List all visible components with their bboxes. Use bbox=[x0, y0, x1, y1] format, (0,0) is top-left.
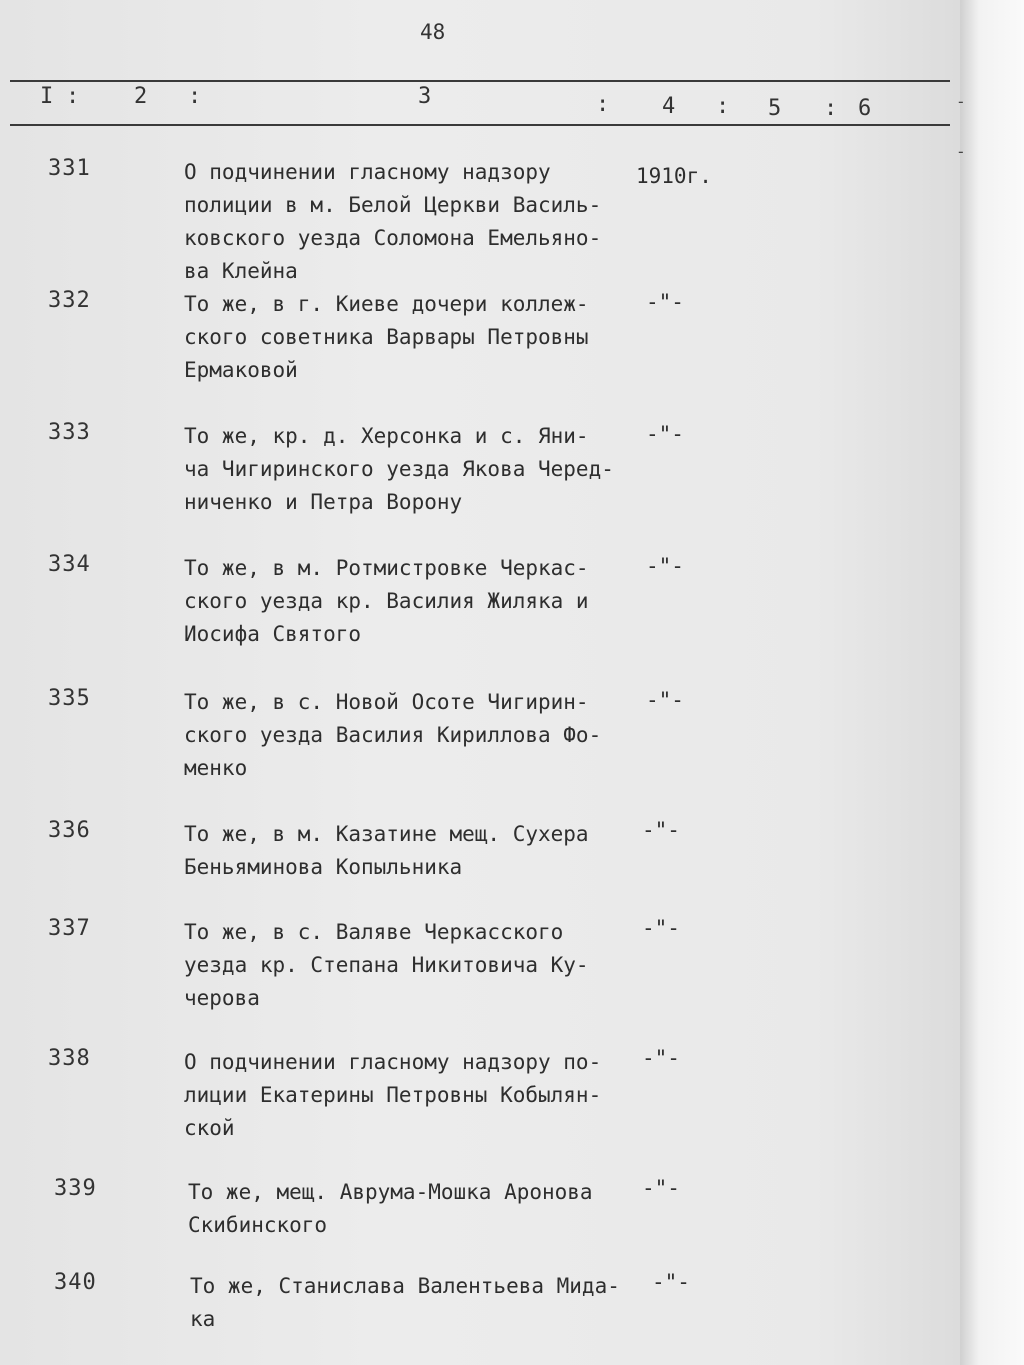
column-separator: : bbox=[716, 94, 730, 119]
column-header-5: 5 bbox=[768, 96, 782, 121]
entry-number: 331 bbox=[48, 156, 91, 181]
column-separator: : bbox=[188, 84, 202, 109]
entry-title: То же, в с. Валяве Черкасского уезда кр. Степана Никитовича Ку- черова bbox=[184, 920, 589, 1010]
entry-number: 338 bbox=[48, 1046, 91, 1071]
entry-title: О подчинении гласному надзору по- лиции Екатерины Петровны Кобылян- ской bbox=[184, 1050, 602, 1140]
edge-mark: - bbox=[956, 142, 966, 161]
entry-date: -"- bbox=[642, 1046, 680, 1070]
column-header-6: 6 bbox=[858, 96, 872, 121]
entry-title: То же, в м. Ротмистровке Черкас- ского уезда кр. Василия Жиляка и Иосифа Святого bbox=[184, 556, 589, 646]
entry-title: То же, Станислава Валентьева Мида- ка bbox=[190, 1274, 620, 1331]
entry-title: То же, в с. Новой Осоте Чигирин- ского уезда Василия Кириллова Фо- менко bbox=[184, 690, 602, 780]
entry-number: 333 bbox=[48, 420, 91, 445]
entry-title: То же, в г. Киеве дочери коллеж- ского советника Варвары Петровны Ермаковой bbox=[184, 292, 589, 382]
column-separator: : bbox=[824, 96, 838, 121]
entry-number: 336 bbox=[48, 818, 91, 843]
entry-number: 337 bbox=[48, 916, 91, 941]
column-header-4: 4 bbox=[662, 94, 676, 119]
entry-number: 335 bbox=[48, 686, 91, 711]
column-header-3: 3 bbox=[418, 84, 432, 109]
edge-mark: - bbox=[956, 92, 966, 111]
entry-date: -"- bbox=[642, 916, 680, 940]
entry-date: -"- bbox=[646, 290, 684, 314]
entry-date: 1910г. bbox=[636, 164, 712, 188]
entry-title: То же, кр. д. Херсонка и с. Яни- ча Чигиринского уезда Якова Черед- ниченко и Петра Ворону bbox=[184, 424, 614, 514]
header-top-rule bbox=[10, 80, 950, 82]
column-header-2: 2 bbox=[134, 84, 148, 109]
entry-title: То же, в м. Казатине мещ. Сухера Беньяминова Копыльника bbox=[184, 822, 589, 879]
page-edge bbox=[960, 0, 1024, 1365]
entry-number: 332 bbox=[48, 288, 91, 313]
entry-title: О подчинении гласному надзору полиции в м. Белой Церкви Василь- ковского уезда Соломона Емельяно- ва Клейна bbox=[184, 160, 602, 283]
entry-date: -"- bbox=[646, 422, 684, 446]
column-header-1: I bbox=[40, 84, 54, 109]
entry-date: -"- bbox=[652, 1270, 690, 1294]
entry-date: -"- bbox=[646, 554, 684, 578]
entry-title: То же, мещ. Аврума-Мошка Аронова Скибинского bbox=[188, 1180, 593, 1237]
column-separator: : bbox=[66, 84, 80, 109]
header-bottom-rule bbox=[10, 124, 950, 126]
entry-number: 339 bbox=[54, 1176, 97, 1201]
entry-number: 340 bbox=[54, 1270, 97, 1295]
entry-date: -"- bbox=[646, 688, 684, 712]
entry-date: -"- bbox=[642, 818, 680, 842]
column-separator: : bbox=[596, 92, 610, 117]
entry-date: -"- bbox=[642, 1176, 680, 1200]
entry-number: 334 bbox=[48, 552, 91, 577]
page-number: 48 bbox=[420, 20, 446, 44]
